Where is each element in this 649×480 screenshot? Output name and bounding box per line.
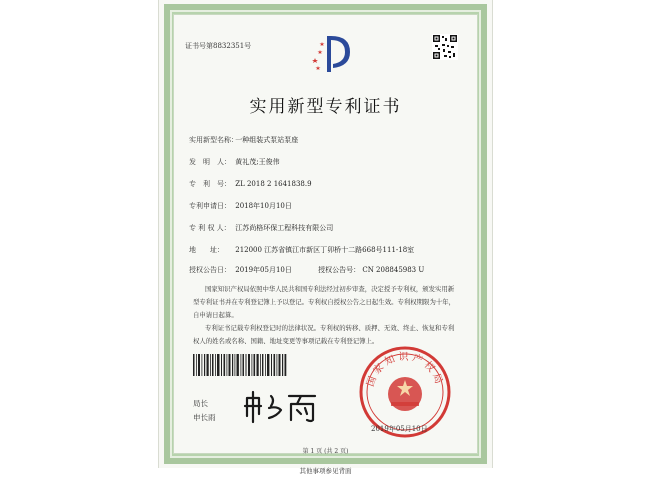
field-inventors (189, 157, 280, 167)
certificate-title: 实用新型专利证书 (249, 97, 402, 117)
field-value: 212000 江苏省镇江市新区丁卯桥十二路668号111-18室 (235, 246, 415, 254)
seal-date: 2019年05月10日 (371, 425, 428, 433)
field-value: 一种组装式泵站泵座 (235, 136, 299, 144)
certificate-number: 证书号第8832351号 (185, 42, 252, 50)
field-label: 实用新型名称： (189, 136, 238, 144)
field-value: 黄礼茂;王俊伟 (235, 158, 280, 166)
field-label: 专利申请日： (189, 202, 231, 210)
field-utility-model-name (189, 135, 298, 145)
director-title: 局长 (193, 399, 208, 408)
field-label: 专 利 权 人： (189, 224, 231, 232)
patent-certificate (158, 0, 493, 475)
seal-text: 国家知识产权局 (365, 352, 445, 389)
grant-number-label: 授权公告号： (318, 266, 361, 274)
director-name: 申长雨 (193, 413, 216, 422)
body-paragraph: 专利证书记载专利权登记时的法律状况。专利权的转移、质押、无效、终止、恢复和专利权人的姓名或名称、国籍、地址变更等事项记载在专利登记簿上。 (193, 324, 455, 345)
field-patentee (189, 223, 333, 233)
barcode-icon (193, 354, 287, 376)
field-address (189, 245, 414, 255)
certificate-body (193, 283, 457, 348)
field-label: 授权公告日： (189, 266, 231, 274)
page-number: 第 1 页 (共 2 页) (302, 448, 349, 455)
qr-code-icon (432, 34, 458, 60)
field-patent-number (189, 179, 312, 189)
grant-date: 2019年05月10日 (235, 266, 292, 274)
director-signature (241, 386, 321, 426)
body-paragraph: 国家知识产权局依照中华人民共和国专利法经过初步审查，决定授予专利权，颁发实用新型专利证书并在专利登记簿上予以登记。专利权自授权公告之日起生效。专利权期限为十年，自申请日起算。 (193, 285, 456, 319)
field-value: ZL 2018 2 1641838.9 (235, 180, 312, 188)
field-application-date (189, 201, 292, 211)
field-grant (189, 265, 424, 275)
grant-number: CN 208845983 U (362, 266, 425, 274)
field-label: 发 明 人： (189, 158, 231, 166)
cnipa-emblem-icon (305, 28, 355, 78)
field-label: 专 利 号： (189, 180, 231, 188)
field-value: 江苏尚格环保工程科技有限公司 (235, 224, 334, 232)
field-label: 地 址： (189, 246, 224, 254)
footer-note: 其他事项参见背面 (299, 467, 352, 475)
field-value: 2018年10月10日 (235, 202, 292, 210)
